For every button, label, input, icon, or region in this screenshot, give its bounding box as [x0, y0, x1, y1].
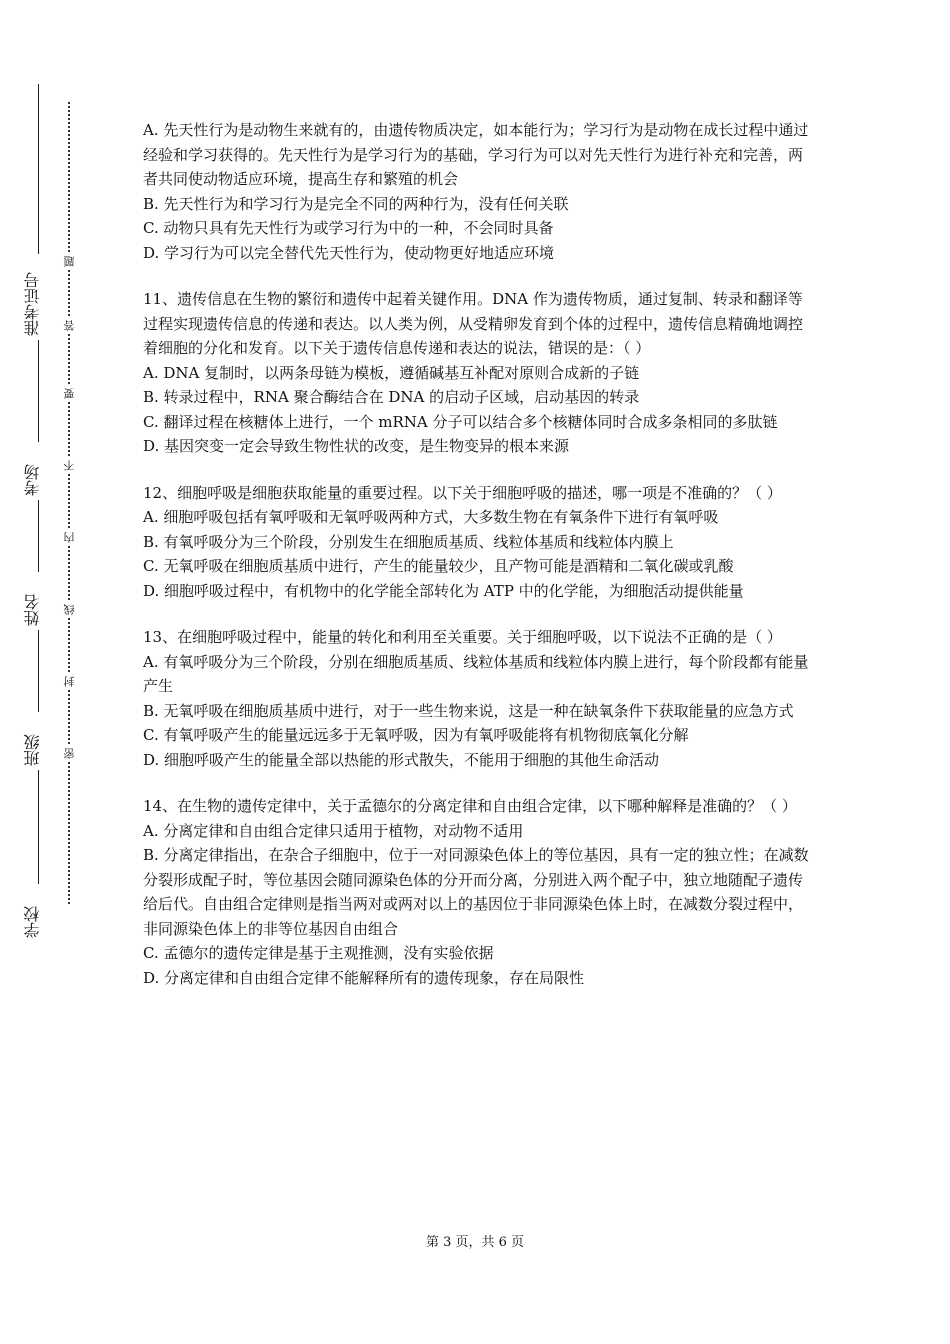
question-stem: 11、遗传信息在生物的繁衍和遗传中起着关键作用。DNA 作为遗传物质，通过复制、转录和翻译等过程实现遗传信息的传递和表达。以人类为例，从受精卵发育到个体的过程中，遗传信息精确地调控着细胞的分化和发育。以下关于遗传信息传递和表达的说法，错误的是：（ ）: [143, 290, 804, 357]
class-line: [38, 630, 39, 712]
seal-dotted-line: [68, 102, 70, 904]
question-11: [143, 287, 815, 459]
page-number: 第 3 页，共 6 页: [425, 1235, 525, 1250]
question-stem: 13、在细胞呼吸过程中，能量的转化和利用至关重要。关于细胞呼吸，以下说法不正确的是（ ）: [143, 628, 782, 646]
option-c: C. 孟德尔的遗传定律是基于主观推测，没有实验依据: [143, 944, 494, 962]
question-10-options: [143, 118, 815, 265]
school-label: 学校: [23, 906, 42, 938]
exam-content: [143, 118, 815, 1012]
seal-char-da: 答: [62, 318, 76, 334]
option-d: D. 细胞呼吸产生的能量全部以热能的形式散失，不能用于细胞的其他生命活动: [143, 750, 660, 769]
seal-char-feng: 封: [62, 674, 76, 690]
option-a: A. 细胞呼吸包括有氧呼吸和无氧呼吸两种方式，大多数生物在有氧条件下进行有氧呼吸: [143, 508, 719, 526]
option-c: C. 无氧呼吸在细胞质基质中进行，产生的能量较少，且产物可能是酒精和二氧化碳或乳酸: [143, 557, 734, 575]
name-label: 姓名: [23, 594, 42, 626]
option-d: D. 分离定律和自由组合定律不能解释所有的遗传现象，存在局限性: [143, 968, 585, 987]
question-stem: 12、细胞呼吸是细胞获取能量的重要过程。以下关于细胞呼吸的描述，哪一项是不准确的？（ ）: [143, 483, 782, 502]
option-b: B. 有氧呼吸分为三个阶段，分别发生在细胞质基质、线粒体基质和线粒体内膜上: [143, 532, 674, 551]
option-b: B. 先天性行为和学习行为是完全不同的两种行为，没有任何关联: [143, 194, 569, 213]
option-a: A. 有氧呼吸分为三个阶段，分别在细胞质基质、线粒体基质和线粒体内膜上进行，每个阶段都有能量产生: [143, 652, 809, 695]
question-14: [143, 794, 815, 990]
option-b: B. 分离定律指出，在杂合子细胞中，位于一对同源染色体上的等位基因，具有一定的独立性；在减数分裂形成配子时，等位基因会随同源染色体的分开而分离，分别进入两个配子中，独立地随配子遗传给后代。自由组合定律则是指当两对或两对以上的基因位于非同源染色体上时，在减数分裂过程中，非同源染色体上的非等位基因自由组合: [143, 846, 809, 938]
exam-number-line: [38, 84, 39, 254]
option-c: C. 有氧呼吸产生的能量远远多于无氧呼吸，因为有氧呼吸能将有机物彻底氧化分解: [143, 726, 689, 744]
option-a: A. 先天性行为是动物生来就有的，由遗传物质决定，如本能行为；学习行为是动物在成长过程中通过经验和学习获得的。先天性行为是学习行为的基础，学习行为可以对先天性行为进行补充和完善，两者共同使动物适应环境，提高生存和繁殖的机会: [143, 121, 809, 188]
seal-char-ti: 题: [62, 254, 76, 270]
seal-line: [62, 102, 76, 904]
question-13: [143, 625, 815, 772]
option-b: B. 转录过程中，RNA 聚合酶结合在 DNA 的启动子区域，启动基因的转录: [143, 388, 640, 406]
option-a: A. 分离定律和自由组合定律只适用于植物，对动物不适用: [143, 821, 524, 840]
seal-char-nei: 内: [62, 530, 76, 546]
exam-number-label: 准考证号: [23, 272, 42, 336]
class-label: 班级: [23, 734, 42, 766]
seal-char-bu: 不: [62, 458, 76, 474]
seal-char-mi: 密: [62, 746, 76, 762]
seal-char-yao: 要: [62, 386, 76, 402]
binding-margin: [18, 0, 48, 1344]
option-d: D. 学习行为可以完全替代先天性行为，使动物更好地适应环境: [143, 243, 555, 262]
option-c: C. 翻译过程在核糖体上进行，一个 mRNA 分子可以结合多个核糖体同时合成多条相同的多肽链: [143, 412, 778, 431]
name-line: [38, 500, 39, 572]
seal-char-xian: 线: [62, 602, 76, 618]
option-b: B. 无氧呼吸在细胞质基质中进行，对于一些生物来说，这是一种在缺氧条件下获取能量的应急方式: [143, 701, 794, 720]
question-stem: 14、在生物的遗传定律中，关于孟德尔的分离定律和自由组合定律，以下哪种解释是准确的？（ ）: [143, 797, 797, 815]
school-line: [38, 770, 39, 884]
question-12: [143, 481, 815, 604]
exam-room-label: 考场: [23, 464, 42, 496]
option-c: C. 动物只具有先天性行为或学习行为中的一种，不会同时具备: [143, 219, 554, 237]
exam-room-line: [38, 340, 39, 442]
option-d: D. 细胞呼吸过程中，有机物中的化学能全部转化为 ATP 中的化学能，为细胞活动提供能量: [143, 581, 744, 600]
option-a: A. DNA 复制时，以两条母链为模板，遵循碱基互补配对原则合成新的子链: [143, 363, 640, 382]
option-d: D. 基因突变一定会导致生物性状的改变，是生物变异的根本来源: [143, 437, 570, 455]
